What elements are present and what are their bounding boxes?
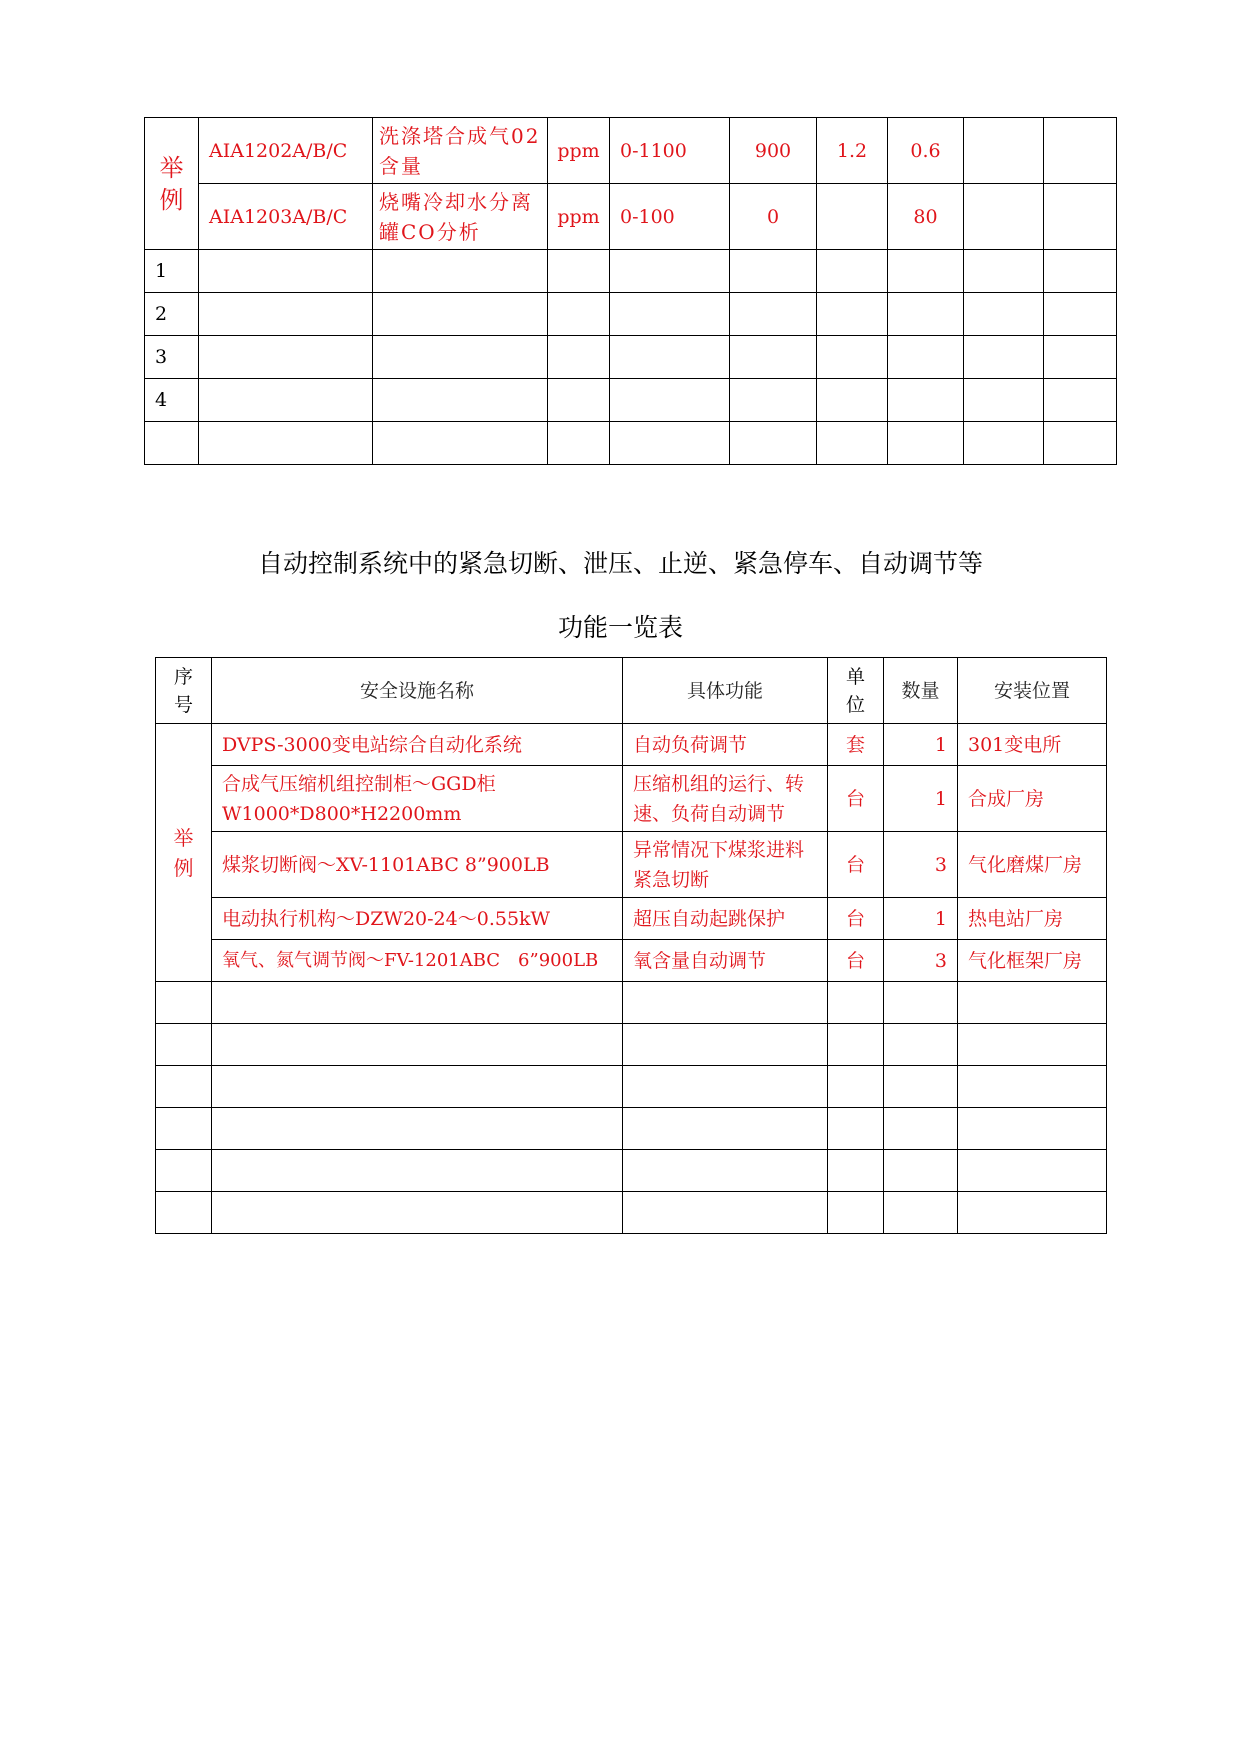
empty-row: [156, 1108, 1107, 1150]
value-cell: [964, 184, 1044, 250]
table-row: [145, 422, 1117, 465]
facility-name: 合成气压缩机组控制柜～GGD柜W1000*D800*H2200mm: [212, 766, 623, 832]
table-row: [145, 184, 1117, 250]
facility-unit: 台: [828, 832, 884, 898]
header-function: 具体功能: [623, 658, 828, 724]
row-number: 1: [145, 250, 199, 293]
value-cell: 1.2: [817, 118, 888, 184]
row-number: 2: [145, 293, 199, 336]
empty-row: [156, 1192, 1107, 1234]
name-cell: 洗涤塔合成气02含量: [373, 118, 548, 184]
section-title: 自动控制系统中的紧急切断、泄压、止逆、紧急停车、自动调节等: [257, 549, 983, 578]
facility-qty: 1: [884, 724, 958, 766]
facility-location: 301变电所: [958, 724, 1107, 766]
table-row: [156, 766, 1107, 832]
row-number: 3: [145, 336, 199, 379]
facility-function: 氧含量自动调节: [623, 940, 828, 982]
empty-row: [156, 1066, 1107, 1108]
table-row: [156, 898, 1107, 940]
facility-location: 热电站厂房: [958, 898, 1107, 940]
empty-row: [156, 982, 1107, 1024]
row-number: 4: [145, 379, 199, 422]
tag-cell: AIA1202A/B/C: [199, 118, 373, 184]
header-unit: 单 位: [828, 658, 884, 724]
facility-qty: 1: [884, 766, 958, 832]
instrument-table: [144, 117, 1117, 465]
section-title-line2: 功能一览表: [557, 613, 683, 642]
value-cell: [964, 118, 1044, 184]
value-cell: 0.6: [888, 118, 964, 184]
facility-function: 压缩机组的运行、转速、负荷自动调节: [623, 766, 828, 832]
table-row: [156, 940, 1107, 982]
facility-location: 合成厂房: [958, 766, 1107, 832]
facility-function: 超压自动起跳保护: [623, 898, 828, 940]
facility-unit: 套: [828, 724, 884, 766]
facility-function: 自动负荷调节: [623, 724, 828, 766]
facility-unit: 台: [828, 766, 884, 832]
facility-qty: 3: [884, 940, 958, 982]
table-row: [145, 250, 1117, 293]
header-location: 安装位置: [958, 658, 1107, 724]
name-cell: 烧嘴冷却水分离罐CO分析: [373, 184, 548, 250]
header-seq: 序 号: [156, 658, 212, 724]
facility-qty: 1: [884, 898, 958, 940]
facility-function: 异常情况下煤浆进料紧急切断: [623, 832, 828, 898]
range-cell: 0-100: [610, 184, 730, 250]
facility-name: 氧气、氮气调节阀～FV-1201ABC 6”900LB: [212, 940, 623, 982]
empty-row: [156, 1024, 1107, 1066]
facility-name: DVPS-3000变电站综合自动化系统: [212, 724, 623, 766]
value-cell: [1044, 118, 1117, 184]
table-row: [145, 336, 1117, 379]
table-row: [145, 379, 1117, 422]
table-row: [156, 724, 1107, 766]
tag-cell: AIA1203A/B/C: [199, 184, 373, 250]
header-name: 安全设施名称: [212, 658, 623, 724]
header-row: [156, 658, 1107, 724]
facility-name: 煤浆切断阀～XV-1101ABC 8”900LB: [212, 832, 623, 898]
table-row: [156, 832, 1107, 898]
empty-row: [156, 1150, 1107, 1192]
example-label: 举 例: [145, 118, 199, 250]
value-cell: [1044, 184, 1117, 250]
table-row: [145, 293, 1117, 336]
value-cell: 80: [888, 184, 964, 250]
table-row: [145, 118, 1117, 184]
facility-unit: 台: [828, 898, 884, 940]
facility-name: 电动执行机构～DZW20-24～0.55kW: [212, 898, 623, 940]
unit-cell: ppm: [548, 184, 610, 250]
facility-location: 气化磨煤厂房: [958, 832, 1107, 898]
facility-qty: 3: [884, 832, 958, 898]
header-qty: 数量: [884, 658, 958, 724]
value-cell: [817, 184, 888, 250]
value-cell: 900: [730, 118, 817, 184]
example-label: 举 例: [156, 724, 212, 982]
unit-cell: ppm: [548, 118, 610, 184]
row-number: [145, 422, 199, 465]
facility-location: 气化框架厂房: [958, 940, 1107, 982]
value-cell: 0: [730, 184, 817, 250]
safety-facility-table: [155, 657, 1107, 1234]
range-cell: 0-1100: [610, 118, 730, 184]
facility-unit: 台: [828, 940, 884, 982]
